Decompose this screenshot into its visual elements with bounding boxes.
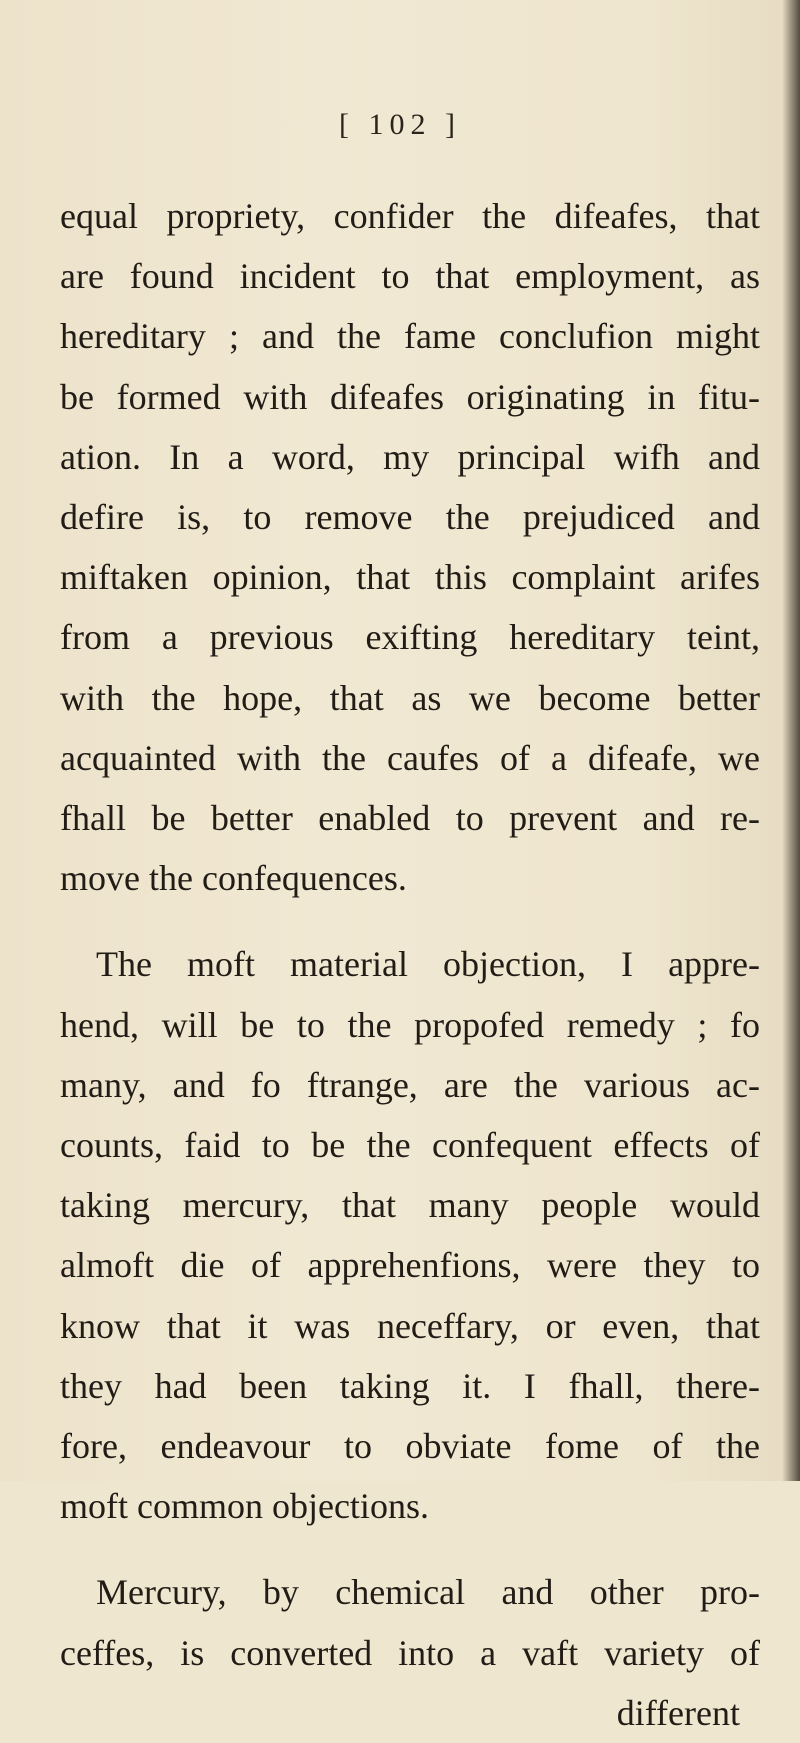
text-line: hereditary ; and the fame conclufion might (60, 316, 760, 357)
text-line: counts, faid to be the confequent effects of (60, 1125, 760, 1166)
text-line: they had been taking it. I fhall, there- (60, 1365, 760, 1406)
text-line: defire is, to remove the prejudiced and (60, 497, 760, 538)
catchword: different (616, 1692, 740, 1733)
text-line: miftaken opinion, that this complaint arifes (60, 557, 760, 598)
text-line: moft common objections. (60, 1486, 429, 1527)
text-line: be formed with difeafes originating in fitu- (60, 376, 760, 417)
text-line: ation. In a word, my principal wifh and (60, 436, 760, 477)
text-line: equal propriety, confider the difeafes, that (60, 196, 760, 236)
text-line: hend, will be to the propofed remedy ; fo (60, 1004, 760, 1045)
paragraph-gap (60, 1536, 760, 1562)
text-line: fhall be better enabled to prevent and re- (60, 798, 760, 839)
paragraph-gap (60, 908, 760, 934)
text-line: The moft material objection, I appre- (96, 944, 760, 985)
text-line: fore, endeavour to obviate fome of the (60, 1426, 760, 1467)
text-line: acquainted with the caufes of a difeafe, we (60, 737, 760, 778)
text-line: with the hope, that as we become better (60, 677, 760, 718)
text-line: from a previous exifting hereditary teint, (60, 617, 760, 658)
text-line: taking mercury, that many people would (60, 1185, 760, 1226)
text-line: ceffes, is converted into a vaft variety of (60, 1632, 760, 1673)
page-edge-shadow (782, 0, 800, 1481)
text-line: Mercury, by chemical and other pro- (96, 1572, 760, 1613)
text-line: almoft die of apprehenfions, were they to (60, 1245, 760, 1286)
text-line: know that it was neceffary, or even, that (60, 1305, 760, 1346)
text-line: move the confequences. (60, 858, 407, 899)
page-number-header: [ 102 ] (339, 108, 461, 141)
text-line: many, and fo ftrange, are the various ac- (60, 1064, 760, 1105)
body-text (60, 186, 760, 1743)
text-line: are found incident to that employment, as (60, 256, 760, 297)
